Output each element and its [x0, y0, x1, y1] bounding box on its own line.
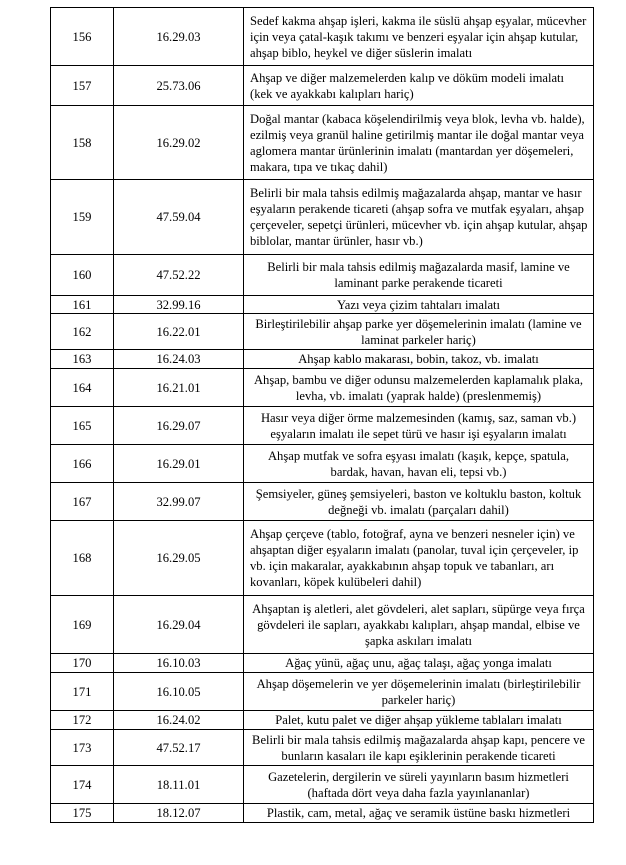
- table-row: [51, 180, 594, 255]
- activity-description: Doğal mantar (kabaca köşelendirilmiş veya blok, levha vb. halde), ezilmiş veya granül haline getirilmiş mantar ile doğal mantar veya aglomera mantar ürünlerinin imalatı (mantardan yer döşemeleri, makara, tıpa ve tıkaç dahil): [244, 106, 594, 180]
- row-number: 162: [51, 314, 114, 350]
- activity-code: 32.99.16: [114, 296, 244, 314]
- row-number: 164: [51, 369, 114, 407]
- activity-description: Ahşap çerçeve (tablo, fotoğraf, ayna ve benzeri nesneler için) ve ahşaptan diğer eşyaların imalatı (panolar, tuval için çerçeveler, ip vb. için makaralar, ayakkabının ahşap topuk ve tabanları, arı kovanları, köpek kulübeleri dahil): [244, 521, 594, 596]
- table-row: [51, 445, 594, 483]
- table-row: [51, 521, 594, 596]
- activity-description: Belirli bir mala tahsis edilmiş mağazalarda masif, lamine ve laminant parke perakende ticareti: [244, 255, 594, 296]
- activity-description: Palet, kutu palet ve diğer ahşap yükleme tablaları imalatı: [244, 711, 594, 730]
- activity-description: Ahşap ve diğer malzemelerden kalıp ve döküm modeli imalatı (kek ve ayakkabı kalıpları hariç): [244, 66, 594, 106]
- table-row: [51, 369, 594, 407]
- row-number: 170: [51, 654, 114, 673]
- row-number: 163: [51, 350, 114, 369]
- row-number: 174: [51, 766, 114, 804]
- row-number: 175: [51, 804, 114, 823]
- table-row: [51, 730, 594, 766]
- row-number: 157: [51, 66, 114, 106]
- activity-description: Ağaç yünü, ağaç unu, ağaç talaşı, ağaç yonga imalatı: [244, 654, 594, 673]
- row-number: 165: [51, 407, 114, 445]
- activity-description: Ahşap mutfak ve sofra eşyası imalatı (kaşık, kepçe, spatula, bardak, havan, havan eli, tepsi vb.): [244, 445, 594, 483]
- table-row: [51, 106, 594, 180]
- activity-code: 16.24.03: [114, 350, 244, 369]
- table-row: [51, 673, 594, 711]
- activity-description: Ahşap kablo makarası, bobin, takoz, vb. imalatı: [244, 350, 594, 369]
- activity-code: 16.29.01: [114, 445, 244, 483]
- row-number: 173: [51, 730, 114, 766]
- table-row: [51, 804, 594, 823]
- activity-code: 25.73.06: [114, 66, 244, 106]
- activity-description: Belirli bir mala tahsis edilmiş mağazalarda ahşap kapı, pencere ve bunların kasaları ile kapı eşiklerinin perakende ticareti: [244, 730, 594, 766]
- row-number: 168: [51, 521, 114, 596]
- table-row: [51, 350, 594, 369]
- activity-code: 16.29.03: [114, 8, 244, 66]
- activity-description: Ahşap döşemelerin ve yer döşemelerinin imalatı (birleştirilebilir parkeler hariç): [244, 673, 594, 711]
- row-number: 156: [51, 8, 114, 66]
- activity-code: 16.29.07: [114, 407, 244, 445]
- activity-code: 18.11.01: [114, 766, 244, 804]
- activity-description: Ahşaptan iş aletleri, alet gövdeleri, alet sapları, süpürge veya fırça gövdeleri ile sapları, ayakkabı kalıpları, ahşap mandal, elbise ve şapka askıları imalatı: [244, 596, 594, 654]
- activity-description: Ahşap, bambu ve diğer odunsu malzemelerden kaplamalık plaka, levha, vb. imalatı (yaprak halde) (preslenmemiş): [244, 369, 594, 407]
- row-number: 172: [51, 711, 114, 730]
- table-row: [51, 255, 594, 296]
- table-row: [51, 766, 594, 804]
- activity-code: 16.10.05: [114, 673, 244, 711]
- row-number: 169: [51, 596, 114, 654]
- activity-code: 16.29.02: [114, 106, 244, 180]
- table-row: [51, 314, 594, 350]
- activity-code-table: [50, 7, 594, 823]
- row-number: 166: [51, 445, 114, 483]
- table-row: [51, 654, 594, 673]
- activity-code: 16.29.05: [114, 521, 244, 596]
- activity-code: 16.10.03: [114, 654, 244, 673]
- activity-description: Plastik, cam, metal, ağaç ve seramik üstüne baskı hizmetleri: [244, 804, 594, 823]
- table-row: [51, 296, 594, 314]
- row-number: 171: [51, 673, 114, 711]
- activity-code: 47.52.22: [114, 255, 244, 296]
- table-row: [51, 711, 594, 730]
- table-row: [51, 66, 594, 106]
- activity-code: 16.29.04: [114, 596, 244, 654]
- activity-description: Şemsiyeler, güneş şemsiyeleri, baston ve koltuklu baston, koltuk değneği vb. imalatı (parçaları dahil): [244, 483, 594, 521]
- activity-code: 18.12.07: [114, 804, 244, 823]
- activity-code: 16.21.01: [114, 369, 244, 407]
- row-number: 158: [51, 106, 114, 180]
- row-number: 159: [51, 180, 114, 255]
- activity-code: 16.24.02: [114, 711, 244, 730]
- table-row: [51, 483, 594, 521]
- activity-code: 32.99.07: [114, 483, 244, 521]
- row-number: 167: [51, 483, 114, 521]
- activity-description: Hasır veya diğer örme malzemesinden (kamış, saz, saman vb.) eşyaların imalatı ile sepet türü ve hasır işi eşyaların imalatı: [244, 407, 594, 445]
- table-row: [51, 8, 594, 66]
- table-row: [51, 596, 594, 654]
- activity-description: Sedef kakma ahşap işleri, kakma ile süslü ahşap eşyalar, mücevher için veya çatal-kaşık takımı ve benzeri eşyalar için ahşap kutular, ahşap biblo, heykel ve diğer süslerin imalatı: [244, 8, 594, 66]
- table-row: [51, 407, 594, 445]
- activity-code: 47.52.17: [114, 730, 244, 766]
- activity-code: 16.22.01: [114, 314, 244, 350]
- activity-description: Birleştirilebilir ahşap parke yer döşemelerinin imalatı (lamine ve laminat parkeler hariç): [244, 314, 594, 350]
- row-number: 161: [51, 296, 114, 314]
- activity-description: Belirli bir mala tahsis edilmiş mağazalarda ahşap, mantar ve hasır eşyaların perakende ticareti (ahşap sofra ve mutfak eşyaları, ahşap çerçeveler, sepetçi ürünleri, mücevher vb. için ahşap kutular, ahşap biblolar, mantar ürünler, hasır vb.): [244, 180, 594, 255]
- activity-code: 47.59.04: [114, 180, 244, 255]
- row-number: 160: [51, 255, 114, 296]
- activity-description: Yazı veya çizim tahtaları imalatı: [244, 296, 594, 314]
- activity-description: Gazetelerin, dergilerin ve süreli yayınların basım hizmetleri (haftada dört veya daha fazla yayınlananlar): [244, 766, 594, 804]
